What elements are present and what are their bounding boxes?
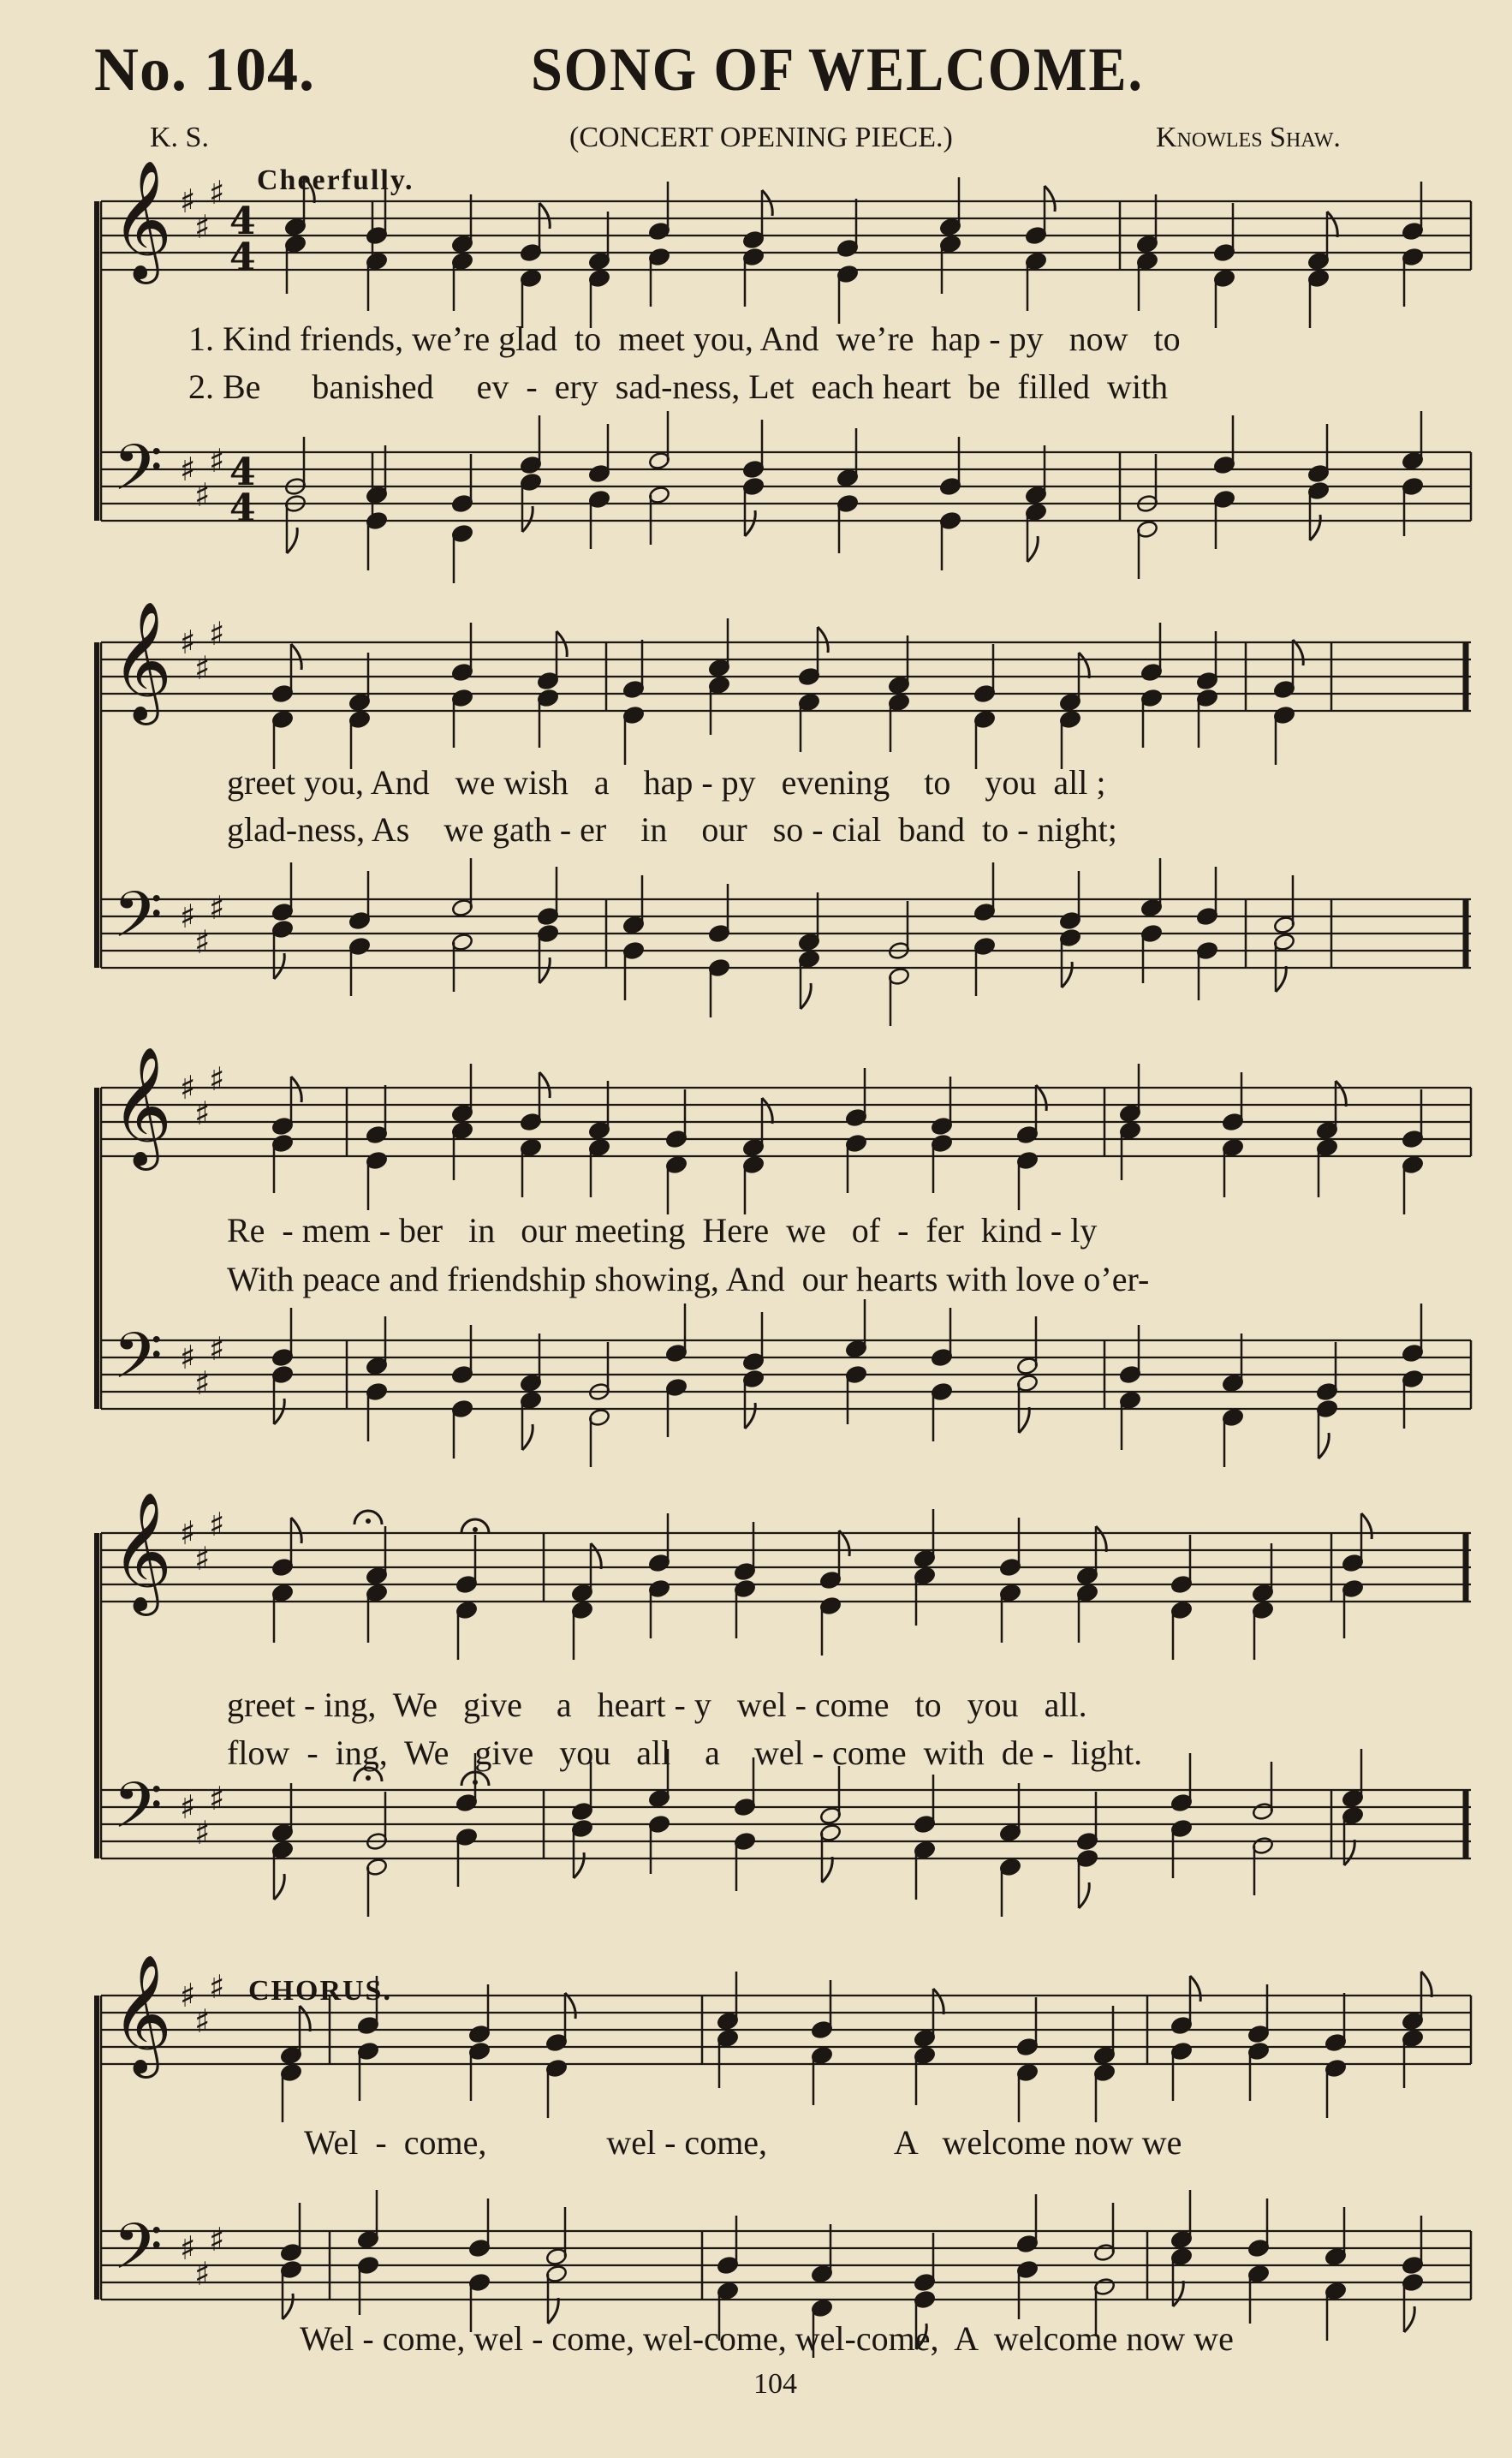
system-3-verse-1: Re - mem - ber in our meeting Here we of - fer kind - ly [227, 1211, 1098, 1250]
key-signature-sharp: ♯ [209, 1968, 225, 2006]
key-signature-sharp: ♯ [209, 615, 225, 653]
bass-clef: 𝄢 [113, 2210, 163, 2300]
note-flag [1327, 212, 1337, 237]
hymn-title: SONG OF WELCOME. [531, 35, 1144, 104]
key-signature-sharp: ♯ [209, 1330, 225, 1368]
note-flag [522, 1424, 533, 1450]
bass-clef: 𝄢 [113, 1319, 163, 1409]
tempo-marking: Cheerfully. [257, 164, 414, 196]
note-flag [1361, 1513, 1372, 1539]
note-flag [539, 203, 550, 229]
system-1-verse-2: 2. Be banished ev - ery sad-ness, Let each heart be filled with [188, 367, 1169, 406]
key-signature-sharp: ♯ [180, 450, 196, 488]
note-flag [1045, 186, 1055, 212]
key-signature-sharp: ♯ [180, 2229, 196, 2267]
key-signature-sharp: ♯ [180, 1977, 196, 2014]
system-4-verse-1: greet - ing, We give a heart - y wel - come to you all. [227, 1685, 1087, 1724]
key-signature-sharp: ♯ [209, 174, 225, 212]
treble-clef: 𝄞 [111, 1954, 172, 2073]
key-signature-sharp: ♯ [209, 889, 225, 927]
note-flag [1319, 1433, 1329, 1459]
bass-clef: 𝄢 [113, 1769, 163, 1858]
note-flag [1421, 1972, 1432, 1997]
note-flag [822, 1857, 832, 1882]
system-5-brace [94, 1996, 99, 2300]
note-flag [291, 1518, 301, 1543]
key-signature-sharp: ♯ [209, 1506, 225, 1543]
key-signature-sharp: ♯ [180, 1788, 196, 1826]
treble-clef: 𝄞 [111, 160, 172, 279]
key-signature-sharp: ♯ [194, 2255, 211, 2293]
hymn-number: No. 104. [94, 35, 315, 104]
fermata-dot [473, 1527, 478, 1532]
note-flag [291, 644, 301, 670]
key-signature-sharp: ♯ [180, 1069, 196, 1107]
key-signature-sharp: ♯ [209, 442, 225, 480]
note-flag [565, 1993, 575, 2019]
system-2-brace [94, 642, 99, 968]
note-flag [1062, 962, 1072, 987]
note-flag [1079, 1882, 1089, 1908]
time-signature-bottom: 4 [229, 486, 256, 530]
key-signature-sharp: ♯ [209, 1780, 225, 1817]
key-signature-sharp: ♯ [180, 1339, 196, 1376]
note-flag [1336, 1081, 1346, 1107]
note-flag [274, 1874, 284, 1900]
note-flag [1173, 2281, 1183, 2306]
note-flag [839, 1530, 849, 1556]
time-signature-top: 4 [229, 450, 256, 494]
note-flag [1036, 1085, 1046, 1111]
note-flag [287, 528, 297, 553]
note-flag [548, 2298, 558, 2324]
key-signature-sharp: ♯ [180, 898, 196, 935]
system-4-brace [94, 1533, 99, 1858]
note-flag [291, 1077, 301, 1102]
note-flag [1079, 653, 1089, 678]
note-flag [574, 1852, 584, 1878]
fermata-dot [473, 1780, 478, 1785]
treble-clef: 𝄞 [111, 1492, 172, 1611]
note-flag [274, 953, 284, 979]
fermata-dot [366, 1518, 371, 1524]
note-flag [283, 2294, 293, 2319]
chorus-treble-lyric: Wel - come, wel - come, A welcome now we [304, 2123, 1182, 2162]
fermata-dot [366, 1775, 371, 1781]
time-signature-top: 4 [229, 200, 256, 243]
note-flag [762, 190, 772, 216]
system-1-brace [94, 201, 99, 521]
treble-clef: 𝄞 [111, 601, 172, 720]
note-flag [300, 2006, 310, 2031]
system-3-verse-2: With peace and friendship showing, And our hearts with love o’er- [227, 1260, 1150, 1298]
key-signature-sharp: ♯ [194, 2002, 211, 2040]
note-flag [1190, 1976, 1200, 2002]
hymn-subtitle: (CONCERT OPENING PIECE.) [569, 122, 953, 153]
note-flag [539, 1072, 550, 1098]
lyricist-credit: K. S. [150, 122, 209, 153]
key-signature-sharp: ♯ [194, 923, 211, 961]
key-signature-sharp: ♯ [194, 649, 211, 687]
key-signature-sharp: ♯ [194, 476, 211, 514]
system-2-verse-2: glad-ness, As we gath - er in our so - cial band to - night; [227, 810, 1117, 849]
note-flag [1276, 966, 1286, 992]
note-flag [1027, 536, 1038, 562]
note-flag [274, 1399, 284, 1424]
page-number: 104 [753, 2368, 797, 2400]
note-flag [591, 1543, 601, 1569]
treble-clef: 𝄞 [111, 1047, 172, 1166]
key-signature-sharp: ♯ [194, 1364, 211, 1402]
chorus-label: CHORUS. [248, 1975, 392, 2007]
key-signature-sharp: ♯ [194, 1095, 211, 1132]
key-signature-sharp: ♯ [194, 208, 211, 246]
note-flag [933, 1989, 944, 2014]
bass-clef: 𝄢 [113, 878, 163, 968]
note-flag [557, 631, 567, 657]
note-flag [1293, 640, 1303, 665]
bass-clef: 𝄢 [113, 431, 163, 521]
note-flag [1404, 2306, 1414, 2332]
note-flag [539, 958, 550, 983]
key-signature-sharp: ♯ [194, 1814, 211, 1852]
composer-credit: Knowles Shaw. [1156, 122, 1341, 153]
note-flag [1310, 515, 1320, 540]
key-signature-sharp: ♯ [209, 1060, 225, 1098]
system-2-verse-1: greet you, And we wish a hap - py evening to you all ; [227, 763, 1106, 802]
note-flag [304, 177, 314, 203]
note-flag [522, 506, 533, 532]
note-flag [818, 627, 828, 653]
note-flag [1019, 1407, 1029, 1433]
key-signature-sharp: ♯ [194, 1540, 211, 1578]
system-4-verse-2: flow - ing, We give you all a wel - come with de - light. [227, 1733, 1143, 1772]
system-1-verse-1: 1. Kind friends, we’re glad to meet you, And we’re hap - py now to [188, 319, 1181, 358]
system-3-brace [94, 1088, 99, 1409]
time-signature-bottom: 4 [229, 236, 256, 279]
note-flag [745, 510, 755, 536]
key-signature-sharp: ♯ [180, 182, 196, 220]
chorus-bass-lyric: Wel - come, wel - come, wel-come, wel-come, A welcome now we [300, 2319, 1234, 2358]
key-signature-sharp: ♯ [180, 623, 196, 661]
key-signature-sharp: ♯ [180, 1514, 196, 1552]
note-flag [1344, 1840, 1354, 1865]
note-flag [745, 1403, 755, 1429]
note-flag [801, 983, 811, 1009]
note-flag [1096, 1526, 1106, 1552]
note-flag [762, 1098, 772, 1124]
note-flag [916, 2324, 926, 2349]
key-signature-sharp: ♯ [209, 2221, 225, 2258]
